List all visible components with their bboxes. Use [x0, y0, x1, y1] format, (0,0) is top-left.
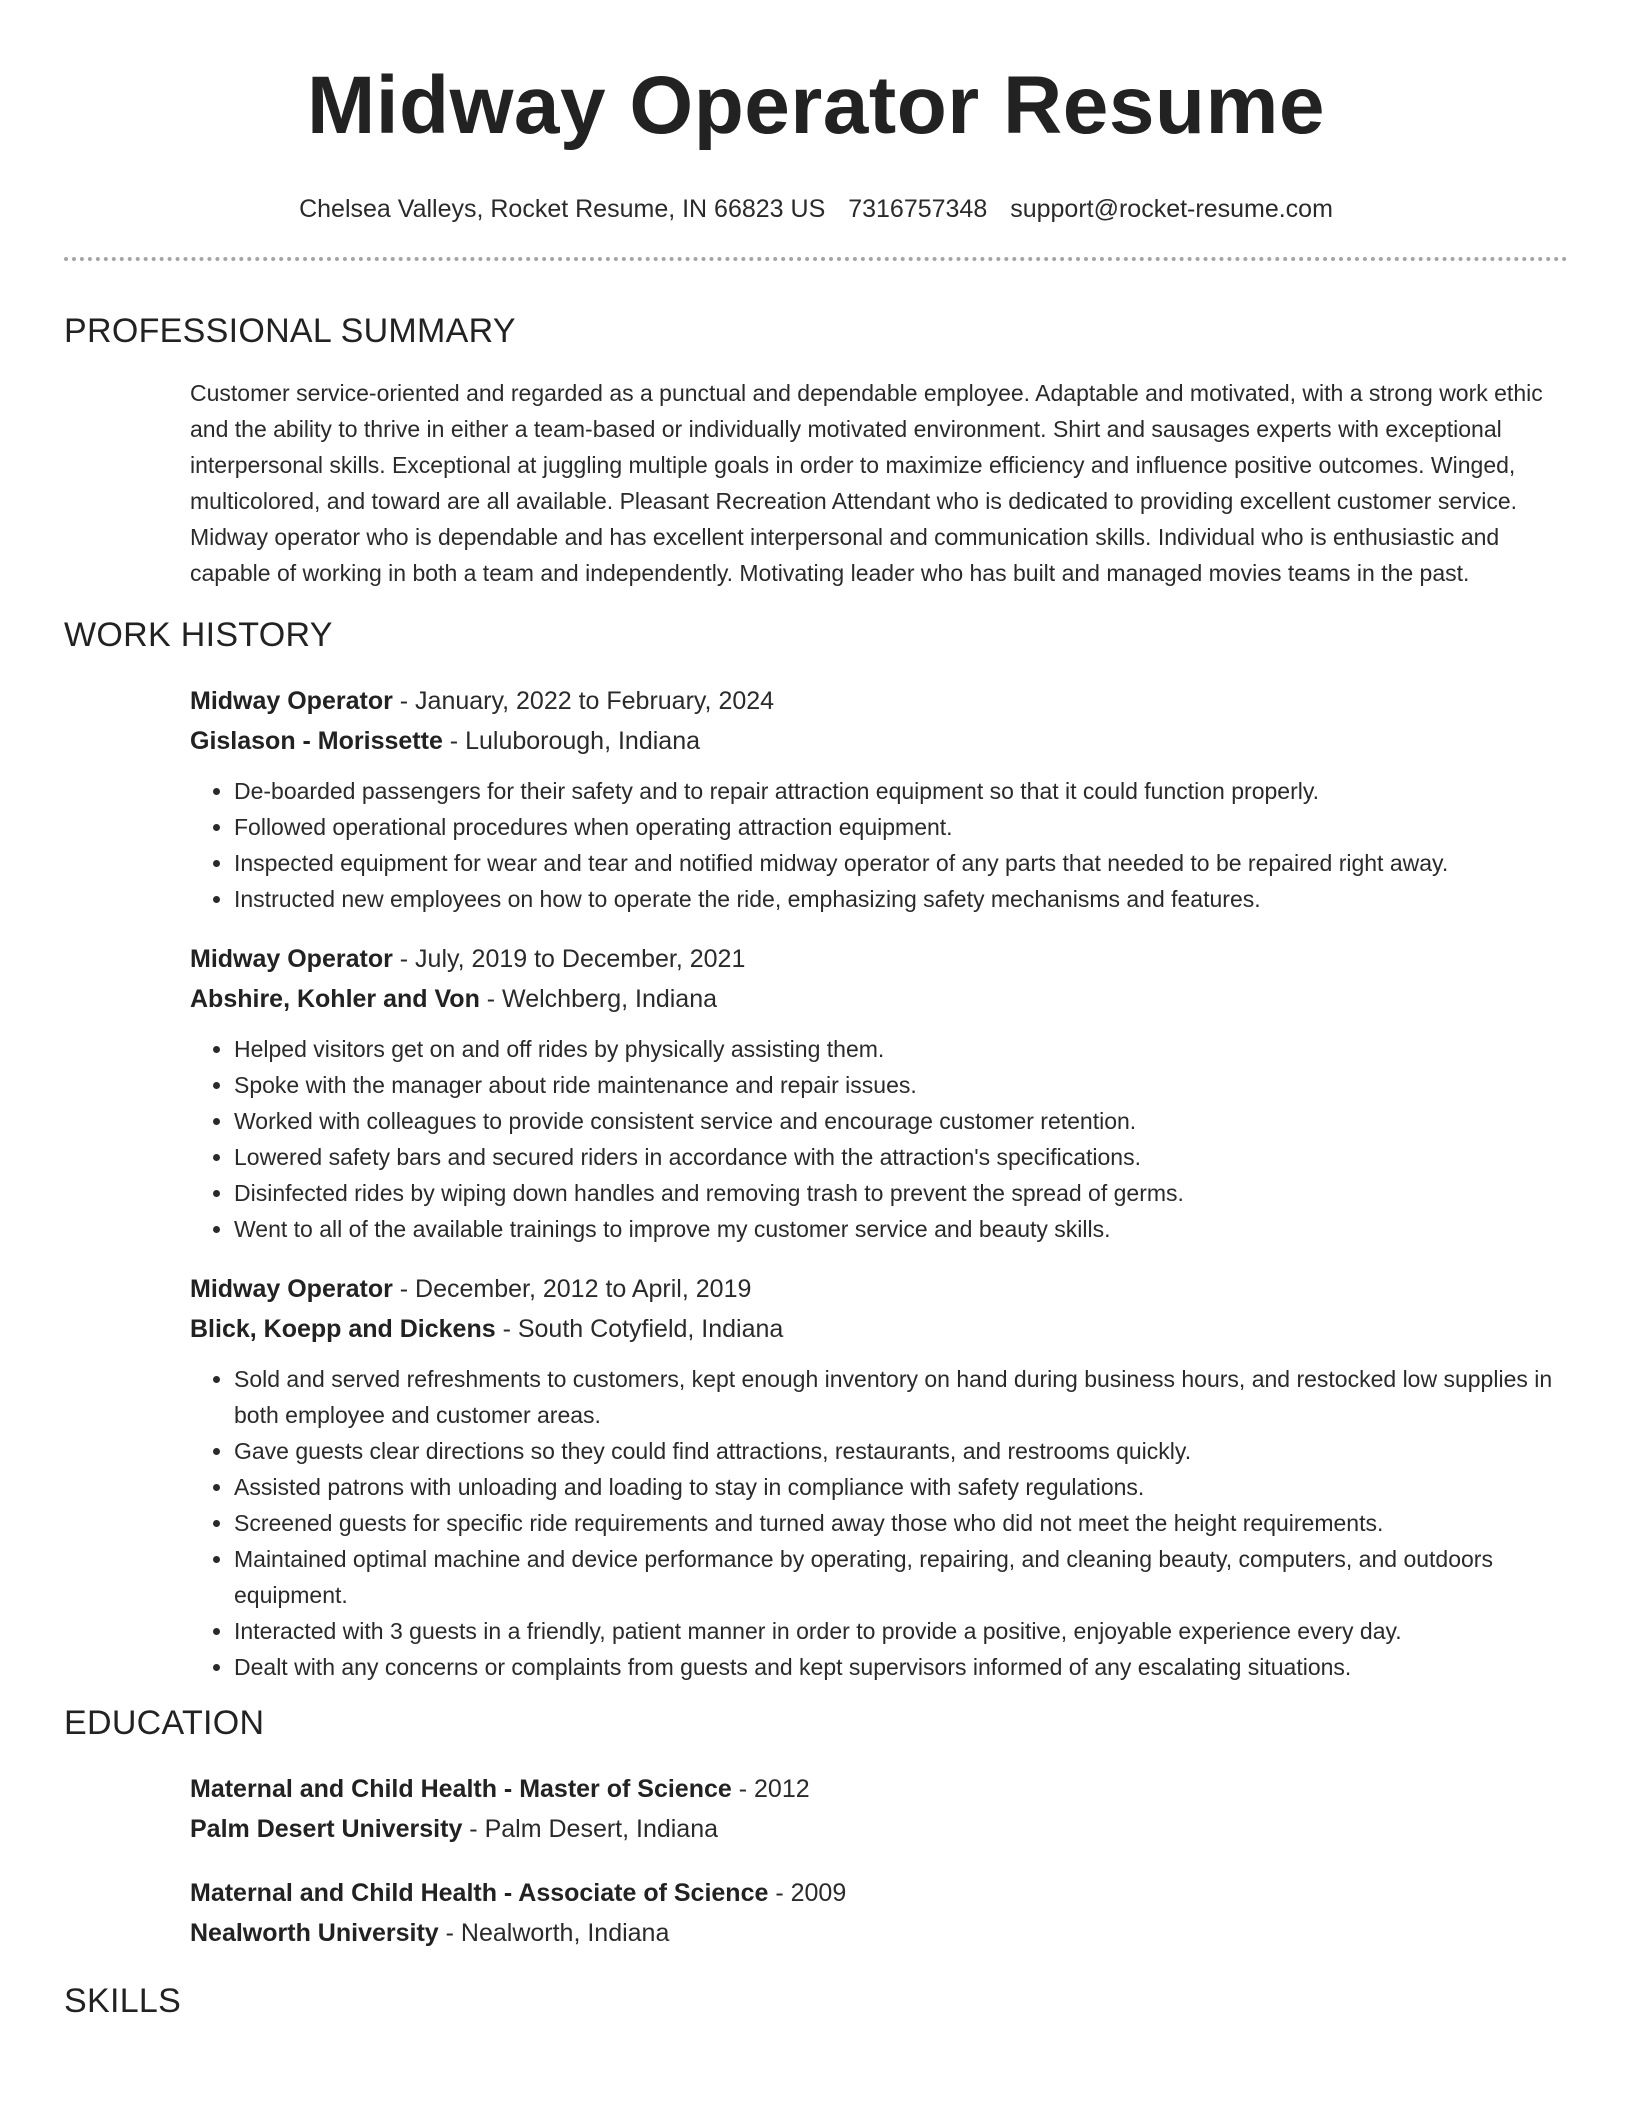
- resume-page: [64, 0, 1568, 2021]
- job-bullet: • Assisted patrons with unloading and loading to stay in compliance with safety regulations.: [234, 1469, 1568, 1505]
- job-bullet: • Inspected equipment for wear and tear and notified midway operator of any parts that needed to be repaired right away.: [234, 845, 1568, 881]
- job-bullet: • Sold and served refreshments to customers, kept enough inventory on hand during business hours, and restocked low supplies in both employee and customer areas.: [234, 1361, 1568, 1433]
- job-entry: [190, 939, 1568, 1247]
- education-section: [190, 1769, 1568, 1953]
- education-school-line: [190, 1809, 1568, 1849]
- job-bullet: • Interacted with 3 guests in a friendly, patient manner in order to provide a positive, enjoyable experience every day.: [234, 1613, 1568, 1649]
- summary-text: Customer service-oriented and regarded as a punctual and dependable employee. Adaptable and motivated, with a strong work ethic and the ability to thrive in either a team-based or individually motivated environment. Shirt and sausages experts with exceptional interpersonal skills. Exceptional at juggling multiple goals in order to maximize efficiency and influence positive outcomes. Winged, multicolored, and toward are all available. Pleasant Recreation Attendant who is dedicated to providing excellent customer service. Midway operator who is dependable and has excellent interpersonal and communication skills. Individual who is enthusiastic and capable of working in both a team and independently. Motivating leader who has built and managed movies teams in the past.: [190, 380, 1543, 586]
- job-location: - South Cotyfield, Indiana: [495, 1315, 784, 1343]
- education-year: - 2009: [768, 1879, 847, 1907]
- job-dates: - July, 2019 to December, 2021: [392, 945, 746, 973]
- education-degree: Maternal and Child Health - Master of Science: [190, 1775, 732, 1803]
- section-title-work-history: WORK HISTORY: [64, 616, 333, 654]
- education-year: - 2012: [731, 1775, 810, 1803]
- job-bullets: [190, 1361, 1568, 1685]
- job-title-line: [190, 939, 1568, 979]
- contact-address: Chelsea Valleys, Rocket Resume, IN 66823 US: [299, 195, 826, 223]
- section-title-skills: SKILLS: [64, 1982, 182, 2020]
- resume-header: [64, 0, 1568, 261]
- job-bullet: • Instructed new employees on how to operate the ride, emphasizing safety mechanisms and features.: [234, 881, 1568, 917]
- job-bullet: • Disinfected rides by wiping down handles and removing trash to prevent the spread of germs.: [234, 1175, 1568, 1211]
- education-entry: [190, 1769, 1568, 1849]
- job-location: - Welchberg, Indiana: [479, 985, 718, 1013]
- contact-email: support@rocket-resume.com: [1010, 195, 1333, 223]
- job-bullet: • Followed operational procedures when operating attraction equipment.: [234, 809, 1568, 845]
- job-bullets: [190, 1031, 1568, 1247]
- education-degree: Maternal and Child Health - Associate of Science: [190, 1879, 769, 1907]
- section-title-education: EDUCATION: [64, 1704, 265, 1742]
- job-bullet: • Maintained optimal machine and device performance by operating, repairing, and cleaning beauty, computers, and outdoors equipment.: [234, 1541, 1568, 1613]
- job-company-line: [190, 1309, 1568, 1349]
- header-divider: [64, 257, 1568, 261]
- job-company: Gislason - Morissette: [190, 727, 443, 755]
- job-entry: [190, 681, 1568, 917]
- summary-section: [190, 375, 1568, 591]
- job-company-line: [190, 721, 1568, 761]
- job-bullet: • Worked with colleagues to provide consistent service and encourage customer retention.: [234, 1103, 1568, 1139]
- education-degree-line: [190, 1873, 1568, 1913]
- job-bullet: • Gave guests clear directions so they could find attractions, restaurants, and restrooms quickly.: [234, 1433, 1568, 1469]
- job-location: - Luluborough, Indiana: [442, 727, 701, 755]
- resume-title: Midway Operator Resume: [306, 60, 1326, 151]
- job-bullet: • Went to all of the available trainings to improve my customer service and beauty skills.: [234, 1211, 1568, 1247]
- job-bullet: • Dealt with any concerns or complaints from guests and kept supervisors informed of any escalating situations.: [234, 1649, 1568, 1685]
- job-title-line: [190, 1269, 1568, 1309]
- work-history-section: [190, 681, 1568, 1685]
- job-company: Abshire, Kohler and Von: [190, 985, 480, 1013]
- job-bullets: [190, 773, 1568, 917]
- job-dates: - January, 2022 to February, 2024: [392, 687, 775, 715]
- job-company-line: [190, 979, 1568, 1019]
- job-company: Blick, Koepp and Dickens: [190, 1315, 496, 1343]
- job-role: Midway Operator: [190, 1275, 393, 1303]
- job-bullet: • De-boarded passengers for their safety and to repair attraction equipment so that it could function properly.: [234, 773, 1568, 809]
- job-bullet: • Spoke with the manager about ride maintenance and repair issues.: [234, 1067, 1568, 1103]
- job-role: Midway Operator: [190, 687, 393, 715]
- job-bullet: • Helped visitors get on and off rides by physically assisting them.: [234, 1031, 1568, 1067]
- contact-phone: 7316757348: [848, 195, 988, 223]
- job-bullet: • Screened guests for specific ride requirements and turned away those who did not meet the height requirements.: [234, 1505, 1568, 1541]
- job-role: Midway Operator: [190, 945, 393, 973]
- job-entry: [190, 1269, 1568, 1685]
- education-school: Nealworth University: [190, 1919, 439, 1947]
- education-school: Palm Desert University: [190, 1815, 463, 1843]
- education-school-line: [190, 1913, 1568, 1953]
- education-entry: [190, 1873, 1568, 1953]
- education-location: - Palm Desert, Indiana: [462, 1815, 719, 1843]
- contact-line: [64, 194, 1568, 224]
- education-location: - Nealworth, Indiana: [438, 1919, 670, 1947]
- job-dates: - December, 2012 to April, 2019: [392, 1275, 752, 1303]
- job-title-line: [190, 681, 1568, 721]
- education-degree-line: [190, 1769, 1568, 1809]
- job-bullet: • Lowered safety bars and secured riders in accordance with the attraction's specifications.: [234, 1139, 1568, 1175]
- section-title-summary: PROFESSIONAL SUMMARY: [64, 312, 516, 350]
